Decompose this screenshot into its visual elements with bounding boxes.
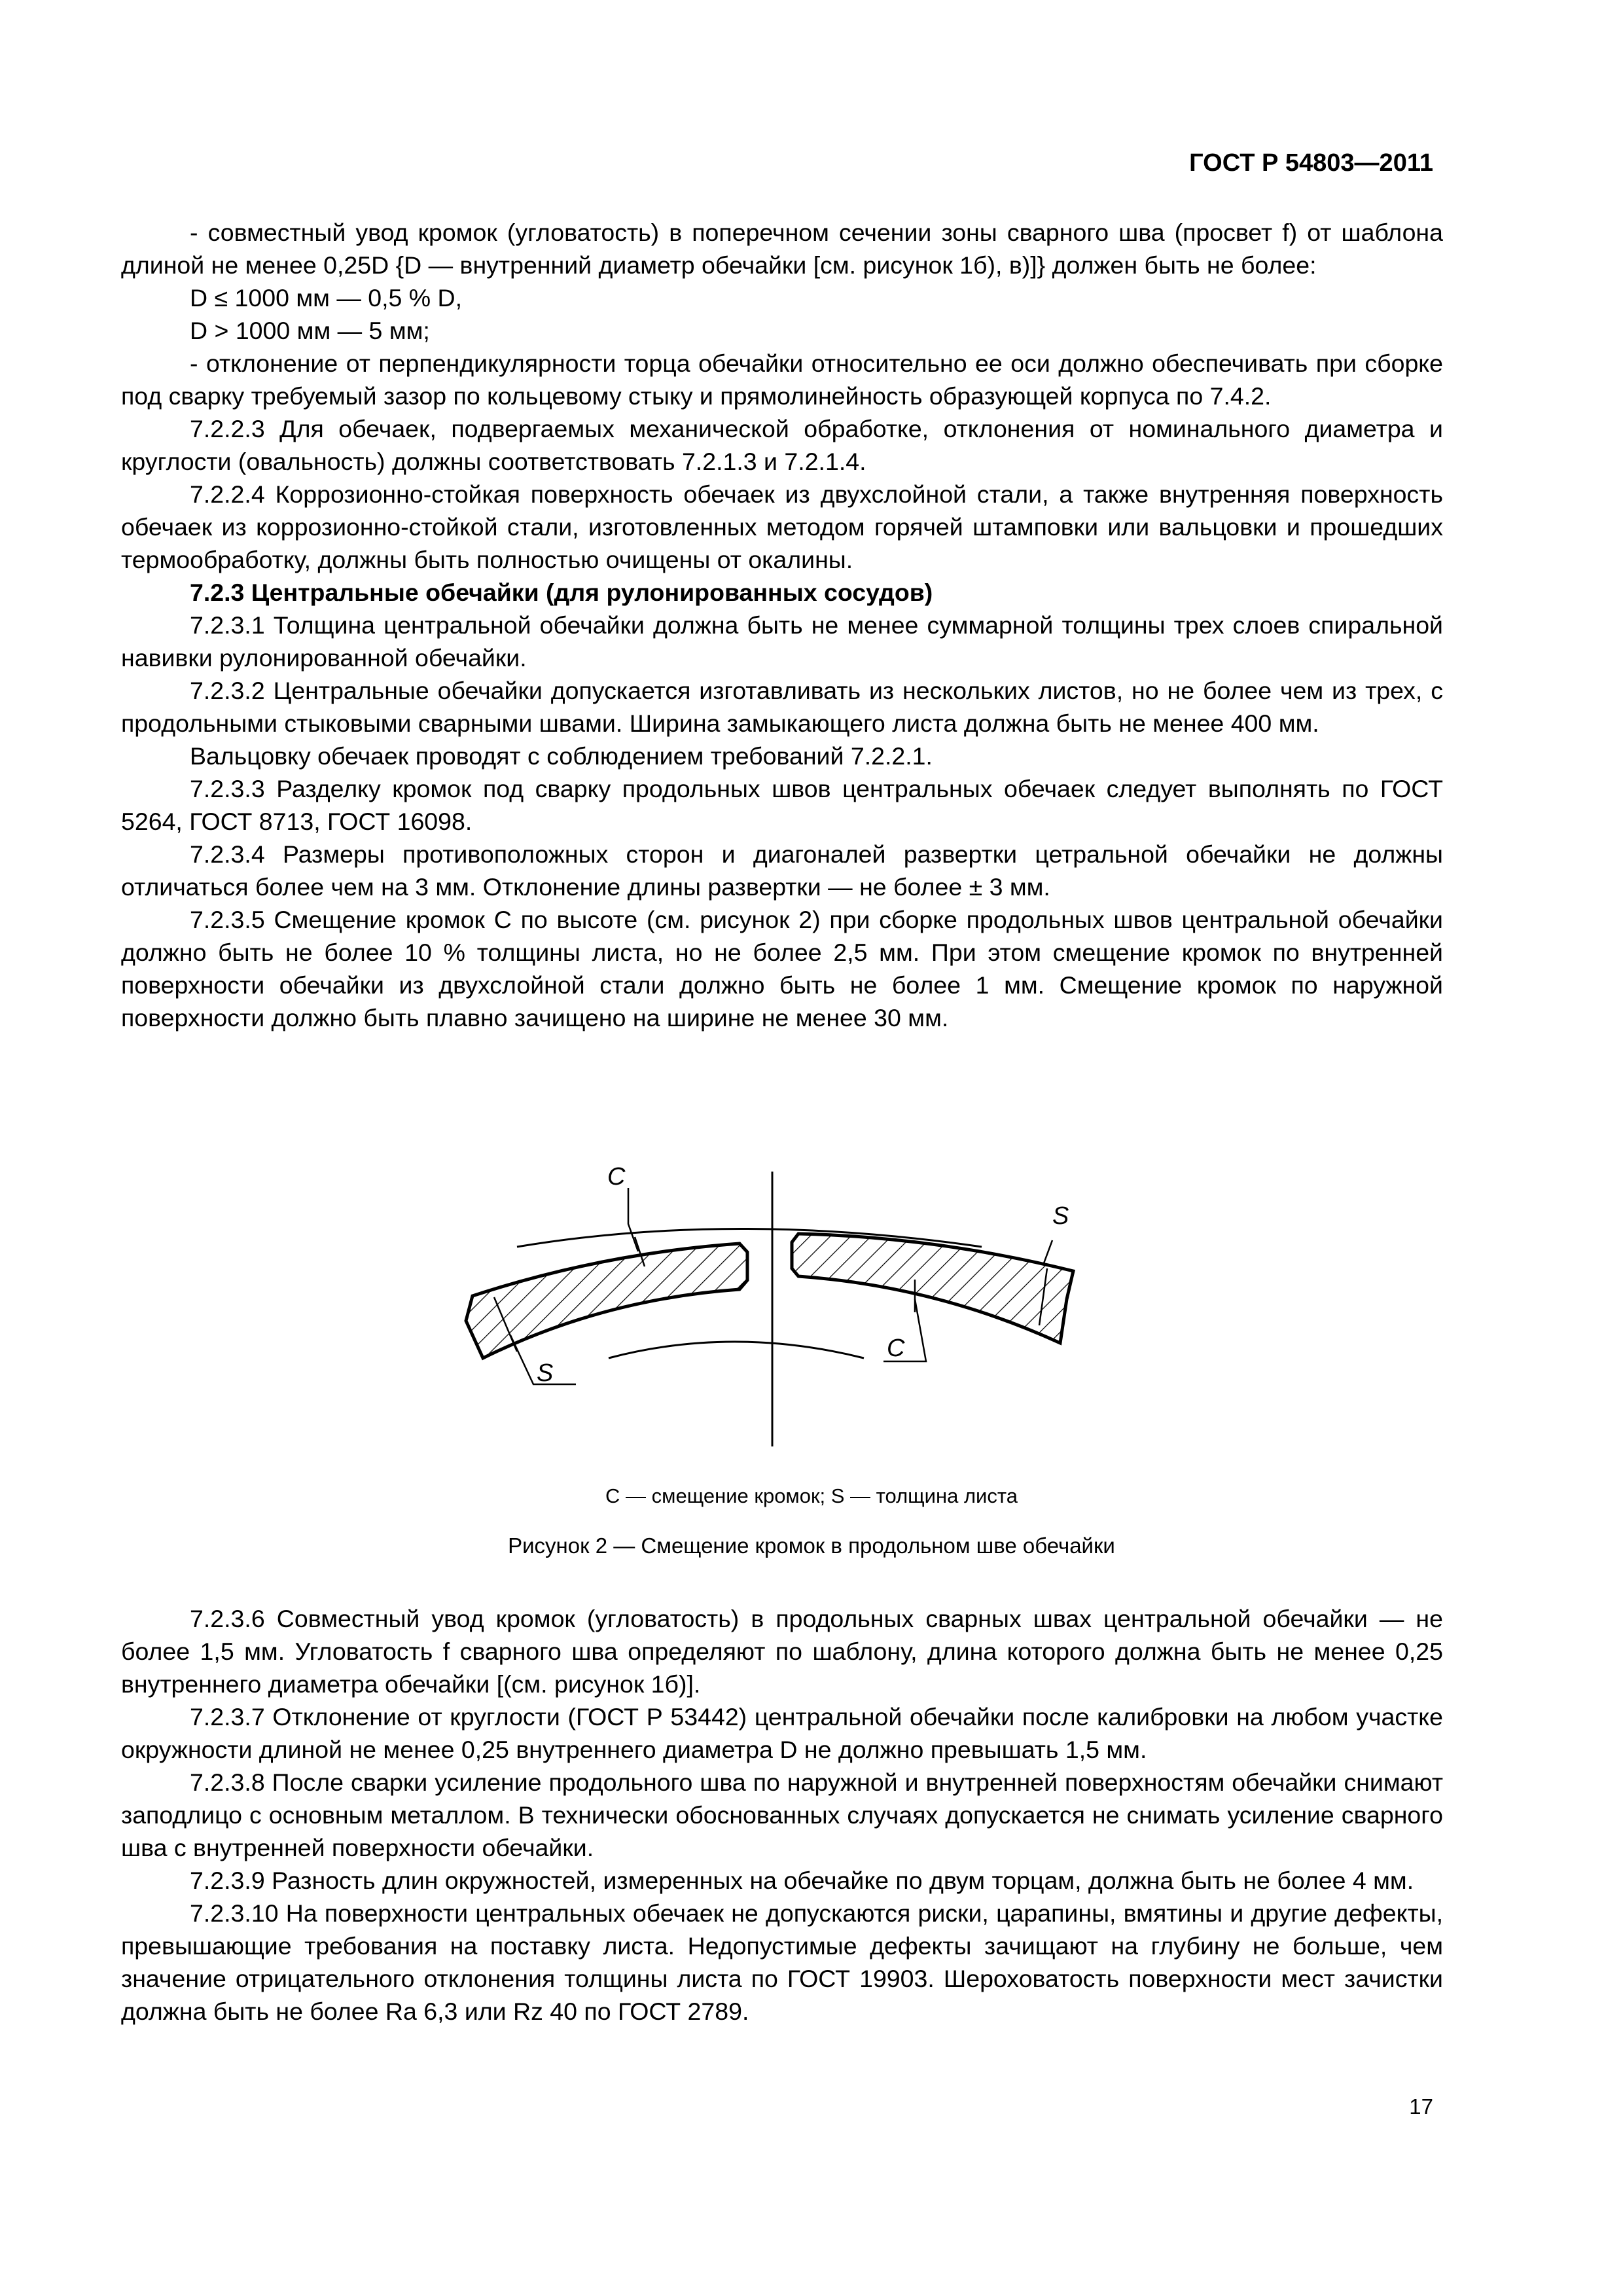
- right-plate-section: [792, 1234, 1073, 1343]
- paragraph-q1: 7.2.3.6 Совместный увод кромок (угловатость) в продольных сварных швах центральной обечайки — не более 1,5 мм. Угловатость f сварного шва определяют по шаблону, длина которого должна быть не менее 0,25 внутреннего диаметра обечайки [(см. рисунок 1б)].: [121, 1605, 1443, 1698]
- label-s-right: S: [1052, 1202, 1069, 1230]
- paragraph-p9: 7.2.3.2 Центральные обечайки допускается изготавливать из нескольких листов, но не более чем из трех, с продольными стыковыми сварными швами. Ширина замыкающего листа должна быть не менее 400 мм.: [121, 677, 1443, 737]
- paragraph-q2: 7.2.3.7 Отклонение от круглости (ГОСТ Р 53442) центральной обечайки после калибровки на любом участке окружности длиной не менее 0,25 внутреннего диаметра D не должно превышать 1,5 мм.: [121, 1703, 1443, 1763]
- paragraph-p7: 7.2.3 Центральные обечайки (для рулонированных сосудов): [190, 579, 933, 606]
- paragraph-p11: 7.2.3.3 Разделку кромок под сварку продольных швов центральных обечаек следует выполнять по ГОСТ 5264, ГОСТ 8713, ГОСТ 16098.: [121, 775, 1443, 835]
- figure-caption: Рисунок 2 — Смещение кромок в продольном шве обечайки: [508, 1534, 1115, 1558]
- figure-legend: C — смещение кромок; S — толщина листа: [605, 1484, 1018, 1507]
- paragraph-p13: 7.2.3.5 Смещение кромок C по высоте (см. рисунок 2) при сборке продольных швов центральной обечайки должно быть не более 10 % толщины листа, но не более 2,5 мм. При этом смещение кромок по внутренней поверхности обечайки из двухслойной стали должно быть не более 1 мм. Смещение кромок по наружной поверхности должно быть плавно зачищено на ширине не менее 30 мм.: [121, 906, 1443, 1031]
- leader-s-right: [1044, 1240, 1052, 1263]
- paragraph-q4: 7.2.3.9 Разность длин окружностей, измеренных на обечайке по двум торцам, должна быть не более 4 мм.: [190, 1867, 1414, 1894]
- paragraph-p6: 7.2.2.4 Коррозионно-стойкая поверхность обечаек из двухслойной стали, а также внутренняя поверхность обечаек из коррозионно-стойкой стали, изготовленных методом горячей штамповки или вальцовки и прошедших термообработку, должны быть полностью очищены от окалины.: [121, 480, 1443, 573]
- left-plate-section: [466, 1244, 747, 1358]
- paragraph-p8: 7.2.3.1 Толщина центральной обечайки должна быть не менее суммарной толщины трех слоев спиральной навивки рулонированной обечайки.: [121, 611, 1443, 672]
- inner-arc-line: [609, 1342, 864, 1358]
- label-s-left: S: [537, 1359, 554, 1387]
- page-number: 17: [1409, 2094, 1433, 2119]
- body-text-top: [121, 216, 1443, 1034]
- edge-offset-drawing: [419, 1158, 1152, 1466]
- paragraph-p1: - совместный увод кромок (угловатость) в поперечном сечении зоны сварного шва (просвет f) от шаблона длиной не менее 0,25D {D — внутренний диаметр обечайки [см. рисунок 1б), в)]} должен быть не более:: [121, 219, 1443, 279]
- paragraph-p5: 7.2.2.3 Для обечаек, подвергаемых механической обработке, отклонения от номинального диаметра и круглости (овальность) должны соответствовать 7.2.1.3 и 7.2.1.4.: [121, 415, 1443, 475]
- paragraph-q5: 7.2.3.10 На поверхности центральных обечаек не допускаются риски, царапины, вмятины и другие дефекты, превышающие требования на поставку листа. Недопустимые дефекты зачищают на глубину не больше, чем значение отрицательного отклонения толщины листа по ГОСТ 19903. Шероховатость поверхности мест зачистки должна быть не более Ra 6,3 или Rz 40 по ГОСТ 2789.: [121, 1899, 1443, 2025]
- standard-header: ГОСТ Р 54803—2011: [1189, 149, 1433, 177]
- label-c-top: C: [607, 1163, 626, 1191]
- paragraph-p4: - отклонение от перпендикулярности торца обечайки относительно ее оси должно обеспечивать при сборке под сварку требуемый зазор по кольцевому стыку и прямолинейность образующей корпуса по 7.4.2.: [121, 350, 1443, 410]
- paragraph-p12: 7.2.3.4 Размеры противоположных сторон и диагоналей развертки цетральной обечайки не должны отличаться более чем на 3 мм. Отклонение длины развертки — не более ± 3 мм.: [121, 840, 1443, 901]
- figure-2-edge-offset: [419, 1158, 1152, 1466]
- label-c-bottom: C: [887, 1335, 905, 1362]
- paragraph-p10: Вальцовку обечаек проводят с соблюдением требований 7.2.2.1.: [190, 742, 933, 770]
- paragraph-p3: D > 1000 мм — 5 мм;: [190, 317, 430, 344]
- body-text-bottom: [121, 1602, 1443, 2028]
- paragraph-p2: D ≤ 1000 мм — 0,5 % D,: [190, 284, 463, 312]
- paragraph-q3: 7.2.3.8 После сварки усиление продольного шва по наружной и внутренней поверхностям обечайки снимают заподлицо с основным металлом. В технически обоснованных случаях допускается не снимать усиление сварного шва с внутренней поверхности обечайки.: [121, 1768, 1443, 1861]
